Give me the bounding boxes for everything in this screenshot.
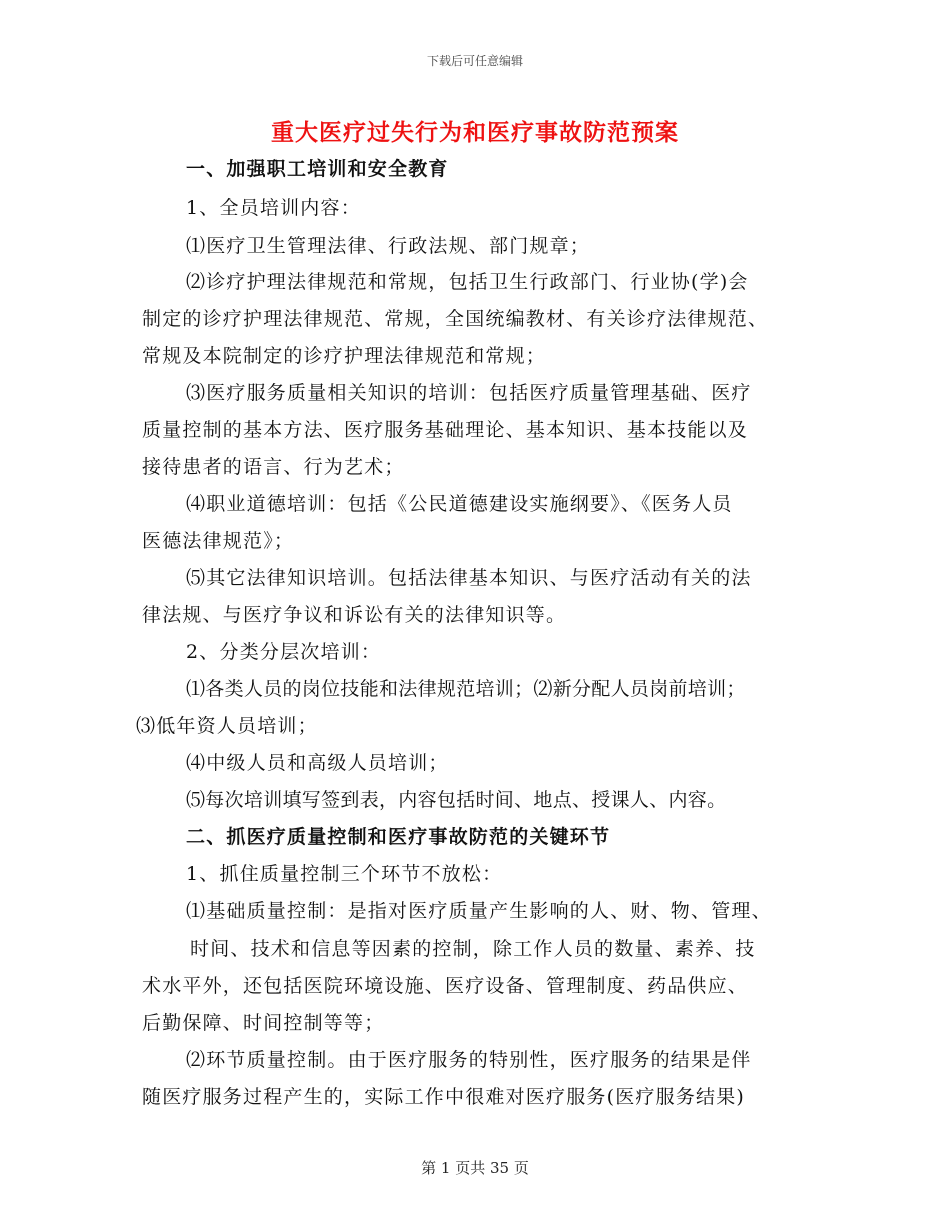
paragraph-line: ⑶低年资人员培训； xyxy=(136,715,318,737)
subsection-heading: 1、抓住质量控制三个环节不放松： xyxy=(186,863,503,885)
paragraph-line: ⑸其它法律知识培训。包括法律基本知识、与医疗活动有关的法 xyxy=(186,567,752,589)
paragraph-line: ⑷职业道德培训：包括《公民道德建设实施纲要》、《医务人员 xyxy=(186,493,733,515)
section-heading-2: 二、抓医疗质量控制和医疗事故防范的关键环节 xyxy=(186,826,611,848)
paragraph-line: ⑴基础质量控制：是指对医疗质量产生影响的人、财、物、管理、 xyxy=(186,900,772,922)
paragraph-line: 律法规、与医疗争议和诉讼有关的法律知识等。 xyxy=(142,604,567,626)
paragraph-line: ⑶医疗服务质量相关知识的培训：包括医疗质量管理基础、医疗 xyxy=(186,382,752,404)
paragraph-line: ⑴医疗卫生管理法律、行政法规、部门规章； xyxy=(186,235,591,257)
paragraph-line: ⑵诊疗护理法律规范和常规，包括卫生行政部门、行业协(学)会 xyxy=(186,271,749,293)
paragraph-line: 常规及本院制定的诊疗护理法律规范和常规； xyxy=(142,345,547,367)
paragraph-line: 术水平外，还包括医院环境设施、医疗设备、管理制度、药品供应、 xyxy=(142,975,749,997)
paragraph-line: 时间、技术和信息等因素的控制，除工作人员的数量、素养、技 xyxy=(190,938,756,960)
section-heading-1: 一、加强职工培训和安全教育 xyxy=(186,158,449,180)
subsection-heading: 1、全员培训内容： xyxy=(186,197,361,219)
paragraph-line: 后勤保障、时间控制等等； xyxy=(142,1012,385,1034)
subsection-heading: 2、分类分层次培训： xyxy=(186,641,382,663)
document-title: 重大医疗过失行为和医疗事故防范预案 xyxy=(271,119,679,146)
page-header: 下载后可任意编辑 xyxy=(426,54,523,68)
paragraph-line: 质量控制的基本方法、医疗服务基础理论、基本知识、基本技能以及 xyxy=(142,419,749,441)
paragraph-line: 医德法律规范》； xyxy=(142,530,295,552)
page-footer: 第 1 页共 35 页 xyxy=(421,1159,529,1177)
paragraph-line: ⑸每次培训填写签到表，内容包括时间、地点、授课人、内容。 xyxy=(186,789,727,811)
paragraph-line: ⑷中级人员和高级人员培训； xyxy=(186,752,449,774)
paragraph-line: ⑴各类人员的岗位技能和法律规范培训；⑵新分配人员岗前培训； xyxy=(186,678,746,700)
paragraph-line: 制定的诊疗护理法律规范、常规，全国统编教材、有关诊疗法律规范、 xyxy=(142,308,769,330)
paragraph-line: 随医疗服务过程产生的，实际工作中很难对医疗服务(医疗服务结果) xyxy=(142,1086,746,1108)
paragraph-line: 接待患者的语言、行为艺术； xyxy=(142,456,405,478)
paragraph-line: ⑵环节质量控制。由于医疗服务的特别性，医疗服务的结果是伴 xyxy=(186,1049,752,1071)
